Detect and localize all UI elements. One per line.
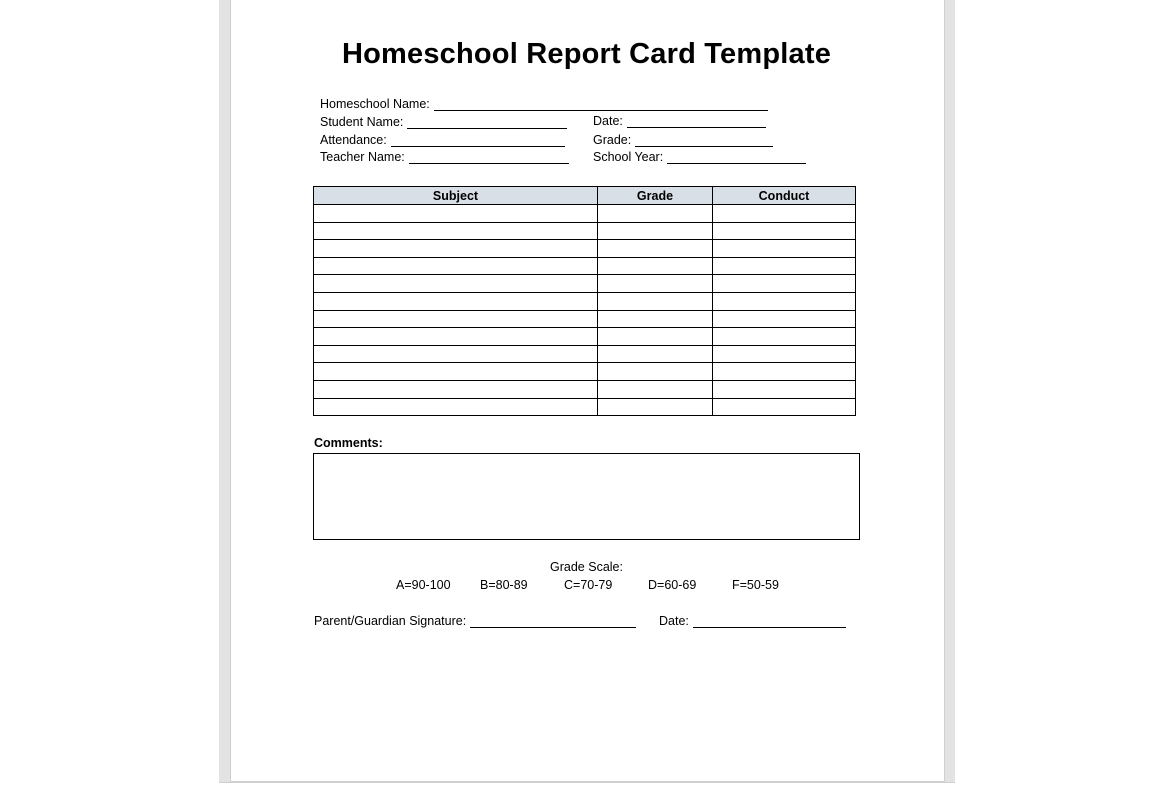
teacher-name-line[interactable] xyxy=(409,151,569,164)
grade-cell[interactable] xyxy=(598,380,713,398)
grade-line[interactable] xyxy=(635,134,773,147)
conduct-cell[interactable] xyxy=(713,205,856,223)
table-row xyxy=(314,398,856,416)
subject-cell[interactable] xyxy=(314,363,598,381)
grade-cell[interactable] xyxy=(598,257,713,275)
grades-table xyxy=(313,186,856,416)
table-row xyxy=(314,310,856,328)
date-line[interactable] xyxy=(627,115,766,128)
table-row xyxy=(314,345,856,363)
subject-cell[interactable] xyxy=(314,275,598,293)
subject-cell[interactable] xyxy=(314,380,598,398)
comments-box[interactable] xyxy=(313,453,860,540)
conduct-cell[interactable] xyxy=(713,363,856,381)
grade-scale-item: B=80-89 xyxy=(480,578,528,592)
grade-cell[interactable] xyxy=(598,275,713,293)
homeschool-name-field[interactable] xyxy=(320,97,768,111)
signature-date-line[interactable] xyxy=(693,615,846,628)
attendance-field[interactable] xyxy=(320,133,565,147)
conduct-cell[interactable] xyxy=(713,328,856,346)
conduct-cell[interactable] xyxy=(713,257,856,275)
grade-column-header: Grade xyxy=(598,187,713,205)
attendance-label: Attendance: xyxy=(320,133,387,147)
grade-scale-item: C=70-79 xyxy=(564,578,613,592)
attendance-line[interactable] xyxy=(391,134,565,147)
table-row xyxy=(314,257,856,275)
grade-field[interactable] xyxy=(593,133,773,147)
table-row xyxy=(314,205,856,223)
table-row xyxy=(314,292,856,310)
conduct-cell[interactable] xyxy=(713,345,856,363)
conduct-column-header: Conduct xyxy=(713,187,856,205)
table-row xyxy=(314,240,856,258)
homeschool-name-label: Homeschool Name: xyxy=(320,97,430,111)
conduct-cell[interactable] xyxy=(713,240,856,258)
grade-scale-item: F=50-59 xyxy=(732,578,779,592)
grade-scale-title: Grade Scale: xyxy=(550,560,623,574)
parent-signature-line[interactable] xyxy=(470,615,636,628)
grade-cell[interactable] xyxy=(598,345,713,363)
conduct-cell[interactable] xyxy=(713,398,856,416)
homeschool-name-line[interactable] xyxy=(434,98,768,111)
page-title: Homeschool Report Card Template xyxy=(341,38,832,70)
grade-cell[interactable] xyxy=(598,205,713,223)
date-field[interactable] xyxy=(593,114,766,128)
grade-cell[interactable] xyxy=(598,328,713,346)
grade-label: Grade: xyxy=(593,133,632,147)
conduct-cell[interactable] xyxy=(713,380,856,398)
student-name-label: Student Name: xyxy=(320,115,404,129)
subject-cell[interactable] xyxy=(314,257,598,275)
grade-cell[interactable] xyxy=(598,363,713,381)
table-row xyxy=(314,222,856,240)
table-row xyxy=(314,275,856,293)
conduct-cell[interactable] xyxy=(713,292,856,310)
table-row xyxy=(314,363,856,381)
comments-label: Comments: xyxy=(314,436,383,450)
subject-cell[interactable] xyxy=(314,328,598,346)
parent-signature-label: Parent/Guardian Signature: xyxy=(314,614,467,628)
subject-column-header: Subject xyxy=(314,187,598,205)
subject-cell[interactable] xyxy=(314,310,598,328)
table-row xyxy=(314,328,856,346)
conduct-cell[interactable] xyxy=(713,275,856,293)
subject-cell[interactable] xyxy=(314,240,598,258)
teacher-name-field[interactable] xyxy=(320,150,569,164)
grade-cell[interactable] xyxy=(598,398,713,416)
signature-date-label: Date: xyxy=(659,614,689,628)
table-header-row xyxy=(314,187,856,205)
grade-cell[interactable] xyxy=(598,310,713,328)
table-row xyxy=(314,380,856,398)
subject-cell[interactable] xyxy=(314,205,598,223)
teacher-name-label: Teacher Name: xyxy=(320,150,405,164)
student-name-field[interactable] xyxy=(320,115,567,129)
grades-table-body xyxy=(314,205,856,416)
signature-date-field[interactable] xyxy=(659,614,846,628)
grade-cell[interactable] xyxy=(598,292,713,310)
conduct-cell[interactable] xyxy=(713,222,856,240)
subject-cell[interactable] xyxy=(314,345,598,363)
conduct-cell[interactable] xyxy=(713,310,856,328)
school-year-field[interactable] xyxy=(593,150,806,164)
grade-scale-item: D=60-69 xyxy=(648,578,697,592)
school-year-label: School Year: xyxy=(593,150,664,164)
parent-signature-field[interactable] xyxy=(314,614,636,628)
grade-cell[interactable] xyxy=(598,240,713,258)
subject-cell[interactable] xyxy=(314,398,598,416)
subject-cell[interactable] xyxy=(314,222,598,240)
subject-cell[interactable] xyxy=(314,292,598,310)
school-year-line[interactable] xyxy=(667,151,806,164)
grade-cell[interactable] xyxy=(598,222,713,240)
date-label: Date: xyxy=(593,114,623,128)
student-name-line[interactable] xyxy=(407,116,567,129)
grade-scale-item: A=90-100 xyxy=(396,578,451,592)
